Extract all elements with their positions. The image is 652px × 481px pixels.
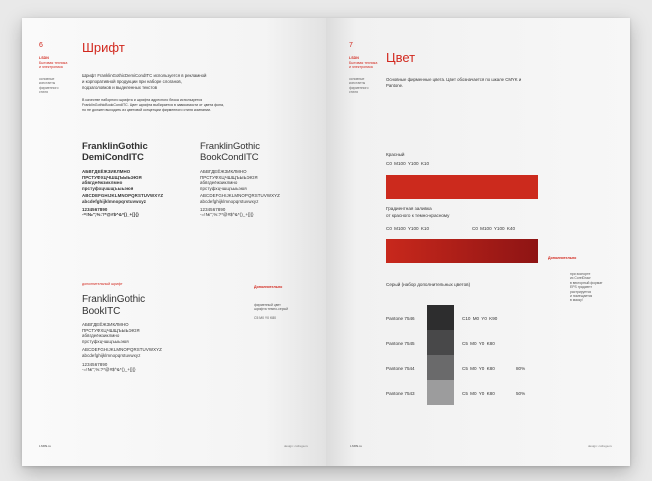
pantone-label: Pantone 7545 [386,341,415,346]
font-name: BookITC [82,306,121,317]
extra-font-label: дополнительный шрифт [82,282,123,286]
glyph-row: 1234567890 [82,361,108,367]
side-brand-line: LSDN [349,56,359,60]
additional-heading: Дополнительно [548,256,577,260]
grey-swatch [427,305,454,330]
intro-line: и корпоративной продукции при наборе слоганов, [82,79,182,84]
grey-cmyk: C5 M0 Y0 K80 [462,366,495,371]
gradient-label-line: от красного к темно-красному [386,213,450,218]
glyph-row: ПРСТУФХЦЧШЩЪЫЬЭЮЯ [200,174,258,180]
glyph-row: АБВГДЕЁЖЗИКЛМНО [200,169,247,174]
footer-logo: LSDN.ru [350,444,362,448]
gradient-cmyk-end: C0 M100 Y100 K40 [472,226,516,231]
red-cmyk: C0 M100 Y100 K10 [386,161,430,166]
gradient-label-line: Градиентная заливка [386,206,432,211]
glyph-row: АБВГДЕЁЖЗИКЛМНО [82,322,129,327]
side-brand-line: и электроника [39,65,63,70]
glyph-row: abcdefghijklmnopqrstuvwxyz [200,198,259,204]
side-brand-line: LSDN [39,56,49,60]
side-brand-line: и электроника [349,65,373,70]
side-section-line: фирменного [349,85,369,90]
note-line: и помещается [570,294,593,299]
grey-swatch [427,380,454,405]
glyph-row: абвгдеёжзиклмно [82,333,120,339]
glyph-row: прстуфхцчшщъыьэюя [82,338,129,344]
side-section-line: константы [39,81,56,86]
grey-swatch [427,355,454,380]
note-line: в маску! [570,298,583,303]
side-brand-line: Бытовая техника [39,60,68,65]
pantone-label: Pantone 7546 [386,316,415,321]
side-section-line: основные [39,77,55,81]
footer-text: design: cofrega.ru [588,444,613,448]
gradient-swatch [386,239,538,263]
glyph-row: -=!№";%:?*@#$^&*()_+[]{} [82,212,139,218]
font-name: FranklinGothic [82,294,146,305]
glyph-row: -=!№";%:?*@#$^&*()_+[]{} [82,367,136,373]
side-brand-line: Бытовая техника [349,60,378,65]
glyph-row: ABCDEFGHIJKLMNOPQRSTUVWXYZ [200,193,280,199]
left-page [22,18,326,466]
right-page [326,18,630,466]
intro-line: Шрифт FranklinGothicDemiCondITC используется в рекламной [82,73,207,78]
glyph-row: abcdefghijklmnopqrstuvwxyz [82,198,147,204]
note-line: шрифта темно-серый [254,307,288,312]
grey-percent: 50% [516,391,526,396]
side-section-line: константы [349,81,366,86]
intro-line: но не должен выходить из цветовой концепции фирменного стиля компании. [82,108,211,112]
glyph-row: АБВГДЕЁЖЗИКЛМНО [82,169,131,174]
intro-line: FranklinGothicBookCondITC. Цвет шрифта выбирается в зависимости от цвета фона, [82,103,225,107]
note-line: при экспорте [570,272,591,276]
grey-cmyk: C10 M0 Y0 K90 [462,316,498,321]
page-number: 7 [349,42,353,49]
glyph-row: -=!№";%:?*@#$^&*()_+[]{} [200,212,254,218]
footer-logo: LSDN.ru [39,444,51,448]
additional-note [254,285,288,321]
grey-percent: 80% [516,366,526,371]
intro-text-2 [82,98,312,113]
glyph-row: abcdefghijklmnopqrstuvwxyz [82,352,141,358]
pantone-label: Pantone 7543 [386,391,415,396]
additional-heading: Дополнительно [254,285,283,289]
note-line: из CorelDraw [570,276,591,281]
side-section [349,77,368,95]
font-specimen-bookitc [82,294,162,373]
intro-line: Pantone. [386,83,404,88]
intro-line: Основные фирменные цвета. Цвет обозначается по шкале CMYK и [386,77,522,82]
font-name: DemiCondITC [82,151,144,163]
intro-line: В качестве наборного шрифта и шрифта адресного блока используется [82,98,203,102]
side-brand [39,56,67,70]
glyph-row: прстуфхцчшщъыьэюя [200,185,247,191]
glyph-row: абвгдеёжзиклмно [82,180,123,186]
note-line: в векторный формат [570,280,603,285]
glyph-row: ПРСТУФХЦЧШЩЪЫЬЭЮЯ [82,327,140,333]
intro-text [386,77,606,89]
side-section-line: стиля [39,90,48,95]
red-swatch [386,175,538,199]
note-line: растрируется [570,289,592,294]
side-section [39,77,58,95]
glyph-row: ПРСТУФХЦЧШЩЪЫЬЭЮЯ [82,174,142,180]
side-section-line: фирменного [39,85,59,90]
glyph-row: абвгдеёжзиклмно [200,180,238,186]
note-line: EPS градиент [570,285,592,290]
side-section-line: стиля [349,90,358,95]
grey-heading: Серый (набор дополнительных цветов) [386,282,471,287]
glyph-row: ABCDEFGHIJKLMNOPQRSTUVWXYZ [82,347,162,353]
page-title: Цвет [386,50,416,65]
font-specimen-book [200,142,280,218]
font-specimen-demi [82,142,163,218]
red-label: Красный [386,152,405,157]
glyph-row: прстуфхцчшщъыьэюя [82,185,134,191]
note-line: фирменный цвет [254,303,281,307]
font-name: FranklinGothic [200,141,260,152]
intro-line: подзаголовков и выделенных текстов [82,85,158,90]
gradient-label [386,205,449,219]
side-section-line: основные [349,77,365,81]
page-title: Шрифт [82,40,125,55]
grey-cmyk: C5 M0 Y0 K80 [462,391,495,396]
pantone-label: Pantone 7544 [386,366,415,371]
grey-cmyk: C5 M0 Y0 K80 [462,341,495,346]
font-name: FranklinGothic [82,141,148,152]
footer-text: design: cofrega.ru [284,444,309,448]
gradient-cmyk-start: C0 M100 Y100 K10 [386,226,430,231]
intro-text [82,73,292,91]
glyph-row: ABCDEFGHIJKLMNOPQRSTUVWXYZ [82,193,164,199]
side-brand [349,56,377,70]
page-number: 6 [39,42,43,49]
grey-swatch [427,330,454,355]
glyph-row: 1234567890 [82,206,108,212]
brochure-spread [22,18,630,466]
glyph-row: 1234567890 [200,206,226,212]
note-line: C5 M0 Y0 K80 [254,316,276,321]
font-name: BookCondITC [200,151,259,163]
additional-note [548,256,604,303]
